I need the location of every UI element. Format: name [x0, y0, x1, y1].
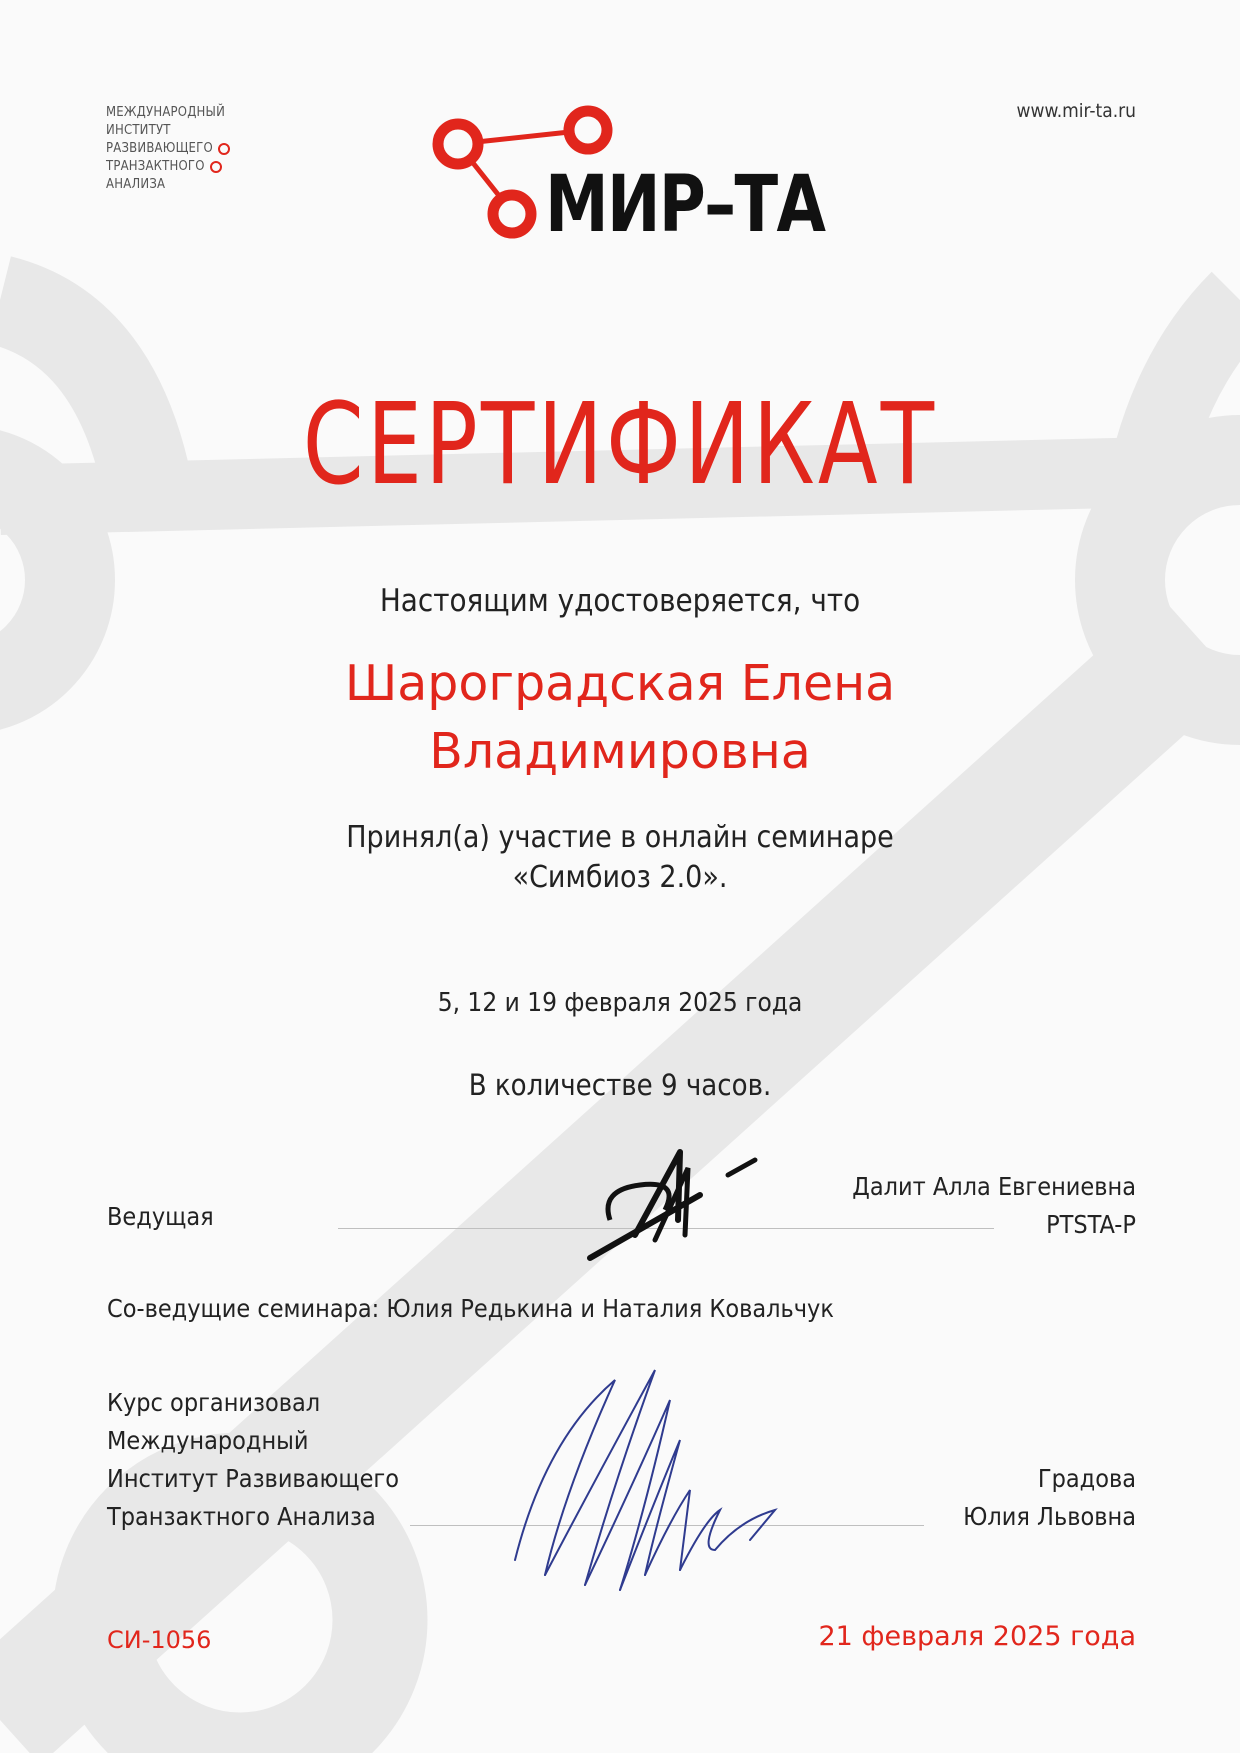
organizer-line: Курс организовал — [107, 1388, 321, 1417]
circle-icon — [210, 161, 222, 173]
participation-text — [0, 818, 1240, 898]
intro-text: Настоящим удостоверяется, что — [379, 583, 861, 619]
institute-logo-line: АНАЛИЗА — [106, 177, 166, 192]
seminar-name: «Симбиоз 2.0». — [512, 860, 728, 895]
brand-name: МИР–ТА — [545, 160, 825, 250]
recipient-name-line1: Шароградская Елена — [344, 655, 896, 712]
institute-logo — [106, 104, 231, 194]
website-link[interactable]: www.mir-ta.ru — [1016, 100, 1136, 122]
institute-logo-line: РАЗВИВАЮЩЕГО — [106, 141, 213, 156]
cohosts-text: Со-ведущие семинара: Юлия Редькина и Наталия Ковальчук — [107, 1294, 834, 1323]
organizer-line: Институт Развивающего — [107, 1464, 400, 1493]
lead-name: Далит Алла Евгениевна — [852, 1172, 1136, 1201]
institute-logo-line: ИНСТИТУТ — [106, 123, 171, 138]
organizer-signer-surname: Градова — [1037, 1464, 1136, 1493]
recipient-name — [0, 650, 1240, 786]
certificate-number: СИ-1056 — [107, 1626, 212, 1654]
organizer-line: Международный — [107, 1426, 309, 1455]
lead-name-block — [852, 1168, 1136, 1244]
hours-count: В количестве 9 часов. — [468, 1068, 772, 1102]
organizer-text — [107, 1384, 399, 1536]
lead-label: Ведущая — [107, 1202, 214, 1231]
organizer-line: Транзактного Анализа — [107, 1502, 376, 1531]
organizer-signer-given: Юлия Львовна — [963, 1502, 1136, 1531]
participation-line1: Принял(а) участие в онлайн семинаре — [346, 820, 894, 855]
recipient-name-line2: Владимировна — [429, 723, 811, 780]
organizer-signer-name — [963, 1460, 1136, 1536]
institute-logo-line: ТРАНЗАКТНОГО — [106, 159, 205, 174]
issue-date: 21 февраля 2025 года — [818, 1621, 1136, 1652]
certificate-title: СЕРТИФИКАТ — [302, 380, 938, 510]
circle-icon — [218, 143, 230, 155]
seminar-dates: 5, 12 и 19 февраля 2025 года — [437, 988, 803, 1018]
organizer-signature — [505, 1360, 795, 1600]
lead-signature — [580, 1140, 760, 1270]
lead-credential: PTSTA-P — [1046, 1210, 1136, 1239]
institute-logo-line: МЕЖДУНАРОДНЫЙ — [106, 105, 226, 120]
